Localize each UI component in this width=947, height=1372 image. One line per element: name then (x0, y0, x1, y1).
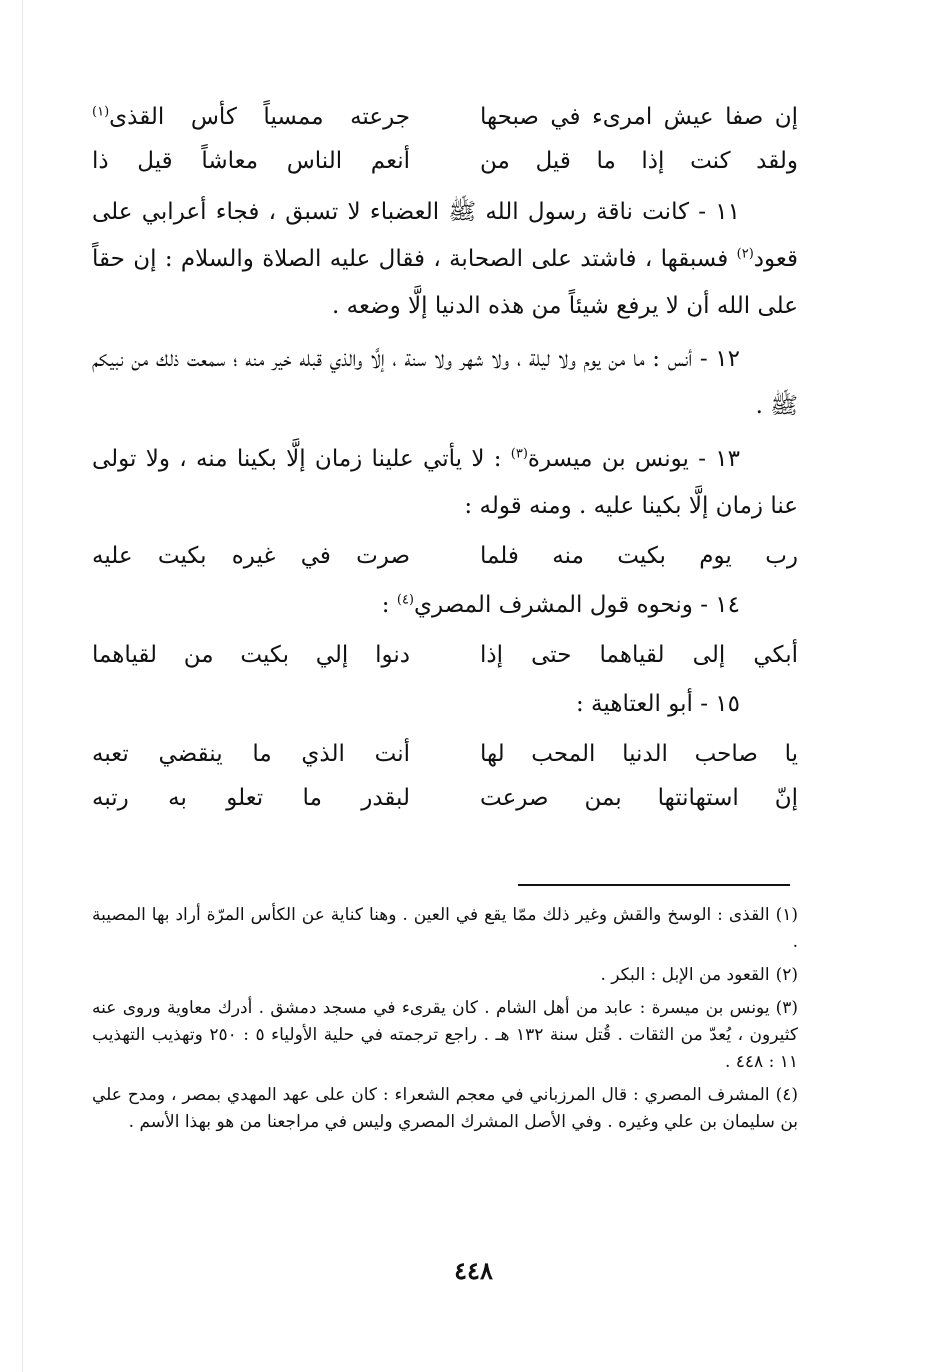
verse-line (92, 732, 798, 776)
verse-second-hemistich: أنعم الناس معاشاً قيل ذا (92, 148, 410, 174)
footnote-number: (١) (775, 905, 798, 925)
footnote-text: القذى : الوسخ والقش وغير ذلك ممّا يقع في العين . وهنا كناية عن الكأس المرّة أراد بها المصيبة . (92, 905, 798, 952)
item-13-rest: : لا يأتي علينا زمان إلَّا بكينا منه ، ولا تولى عنا زمان إلَّا بكينا عليه . ومنه قوله : (92, 446, 798, 519)
footnotes (92, 902, 798, 1142)
footnote-ref[interactable]: (٤) (396, 592, 414, 608)
footnote-number: (٣) (775, 998, 798, 1018)
verse-first-hemistich: أبكي إلى لقياهما حتى إذا (480, 642, 798, 668)
footnote-number: (٢) (775, 965, 798, 985)
footnote-text: القعود من الإبل : البكر . (600, 965, 770, 985)
scan-edge-line (22, 0, 23, 1372)
verse-line (92, 633, 798, 677)
verse-first-hemistich: رب يوم بكيت منه فلما (480, 543, 798, 569)
footnote-3 (92, 995, 798, 1076)
verse-first-hemistich: ولقد كنت إذا ما قيل من (480, 148, 798, 174)
item-11-rest: فسبقها ، فاشتد على الصحابة ، فقال عليه الصلاة والسلام : إن حقاً على الله أن لا يرفع شيئاً من هذه الدنيا إلَّا وضعه . (92, 246, 798, 319)
paragraph-item-11 (92, 189, 798, 330)
verse-line (92, 139, 798, 183)
item-13-start: ١٣ - يونس بن ميسرة (527, 446, 741, 472)
page-number: ٤٤٨ (454, 1256, 493, 1285)
footnote-ref[interactable]: (٢) (736, 246, 754, 262)
item-11-text: ١١ - كانت ناقة رسول الله ﷺ العضباء لا تسبق ، فجاء أعرابي على قعود (92, 199, 798, 272)
verse-first-hemistich: يا صاحب الدنيا المحب لها (480, 741, 798, 767)
paragraph-item-12: ١٢ - أنس : ما من يوم ولا ليلة ، ولا شهر ولا سنة ، إلَّا والذي قبله خير منه ؛ سمعت ذلك من نبيكم ﷺ . (92, 346, 798, 419)
verse-second-hemistich: أنت الذي ما ينقضي تعبه (92, 741, 410, 767)
footnote-1 (92, 902, 798, 956)
paragraph-item-13 (92, 436, 798, 530)
verse-second-hemistich: دنوا إلي بكيت من لقياهما (92, 642, 410, 668)
footnote-separator (518, 884, 790, 886)
footnote-4 (92, 1082, 798, 1136)
verse-second-hemistich: صرت في غيره بكيت عليه (92, 543, 410, 569)
item-14-end: : (381, 592, 397, 618)
verse-line (92, 776, 798, 820)
verse-second-hemistich-text: جرعته ممسياً كأس القذى (109, 104, 410, 130)
paragraph-item-15: ١٥ - أبو العتاهية : (576, 691, 740, 717)
verse-first-hemistich: إن صفا عيش امرىء في صبحها (480, 104, 798, 130)
footnote-number: (٤) (775, 1085, 798, 1105)
footnote-ref[interactable]: (٣) (510, 446, 528, 462)
verse-second-hemistich: لبقدر ما تعلو به رتبه (92, 785, 410, 811)
footnote-text: المشرف المصري : قال المرزباني في معجم الشعراء : كان على عهد المهدي بمصر ، ومدح علي بن سليمان بن علي وغيره . وفي الأصل المشرك المصري وليس في مراجعنا من هو بهذا الأسم . (92, 1085, 798, 1132)
verse-second-hemistich (92, 95, 410, 139)
footnote-2 (92, 962, 798, 989)
verse-line (92, 95, 798, 139)
item-14-start: ١٤ - ونحوه قول المشرف المصري (414, 592, 740, 618)
footnote-text: يونس بن ميسرة : عابد من أهل الشام . كان يقرىء في مسجد دمشق . أدرك معاوية وروى عنه كثيرون ، يُعدّ من الثقات . قُتل سنة ١٣٢ هـ . راجع ترجمته في حلية الأولياء ٥ : ٢٥٠ وتهذيب التهذيب ١١ : ٤٤٨ . (92, 998, 798, 1072)
paragraph-item-14 (92, 582, 798, 629)
main-text (92, 95, 798, 820)
verse-line (92, 534, 798, 578)
verse-first-hemistich: إنّ استهانتها بمن صرعت (480, 785, 798, 811)
footnote-ref[interactable]: (١) (92, 104, 110, 120)
